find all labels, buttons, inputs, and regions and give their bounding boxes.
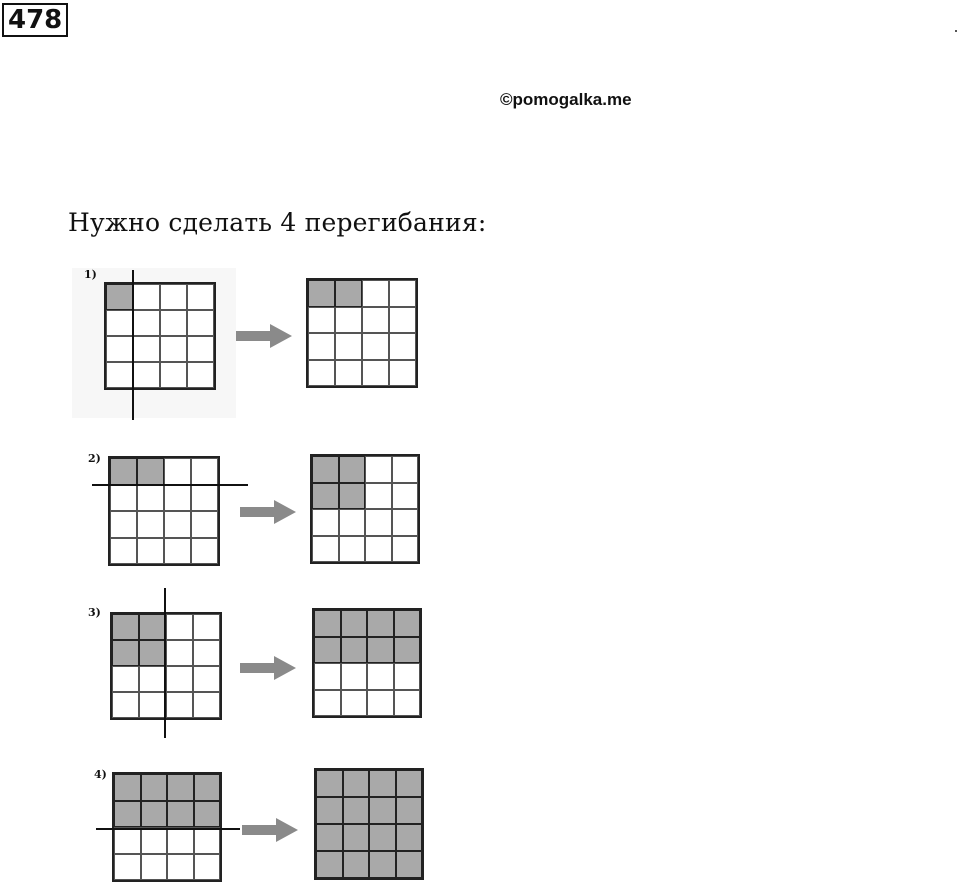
grid-cell-shaded [141,774,168,801]
grid-cell [365,536,392,563]
right-arrow-icon [240,656,296,680]
grid-cell-shaded [369,770,396,797]
grid-cell [392,456,419,483]
right-arrow-icon [240,500,296,524]
grid-cell [114,854,141,881]
grid-cell [392,509,419,536]
grid-cell [362,360,389,387]
grid-cell-shaded [194,801,221,828]
grid-cell-shaded [369,797,396,824]
grid-cell [187,310,214,336]
grid-cell-shaded [314,610,341,637]
grid-before-fold [110,612,222,720]
grid-cell [191,511,218,538]
step-label: 2) [88,452,101,465]
grid-cell [187,362,214,388]
grid-cell-shaded [139,640,166,666]
grid-cell [133,362,160,388]
grid-cell [339,509,366,536]
grid-cell [167,854,194,881]
grid-cell-shaded [343,770,370,797]
grid-cell [194,827,221,854]
grid-cell [193,640,220,666]
grid-cell [133,284,160,310]
grid-cell [389,360,416,387]
grid-cell-shaded [106,284,133,310]
grid-cell [365,483,392,510]
grid-cell-shaded [110,458,137,485]
grid-cell [166,640,193,666]
grid-cell [137,485,164,512]
fold-line-vertical [132,270,134,420]
grid-cell [164,511,191,538]
grid-cell-shaded [367,610,394,637]
grid-before-fold [104,282,216,390]
grid-cell [137,538,164,565]
grid-cell [335,333,362,360]
grid-cell-shaded [112,614,139,640]
grid-cell-shaded [335,280,362,307]
grid-cell [139,666,166,692]
grid-cell [166,666,193,692]
grid-cell [312,536,339,563]
grid-cell [314,663,341,690]
grid-cell [339,536,366,563]
grid-cell [362,280,389,307]
step-label: 4) [94,768,107,781]
grid-before-fold [112,772,222,882]
grid-cell-shaded [308,280,335,307]
grid-cell [394,690,421,717]
grid-cell [365,456,392,483]
grid-cell [365,509,392,536]
grid-cell [362,333,389,360]
grid-cell-shaded [316,824,343,851]
grid-cell-shaded [312,483,339,510]
grid-cell-shaded [314,637,341,664]
grid-cell [389,307,416,334]
grid-cell [389,333,416,360]
grid-cell [367,690,394,717]
grid-cell [110,511,137,538]
grid-cell [137,511,164,538]
grid-cell-shaded [139,614,166,640]
grid-cell [335,307,362,334]
grid-cell-shaded [141,801,168,828]
grid-cell-shaded [339,456,366,483]
grid-cell [166,614,193,640]
grid-cell-shaded [396,824,423,851]
right-arrow-icon [242,818,298,842]
grid-cell-shaded [367,637,394,664]
grid-cell [187,284,214,310]
fold-line-horizontal [92,484,248,486]
grid-after-fold [310,454,420,564]
grid-cell [141,854,168,881]
grid-after-fold [312,608,422,718]
grid-cell-shaded [316,770,343,797]
grid-cell [112,692,139,718]
grid-cell [133,310,160,336]
grid-cell [193,666,220,692]
grid-cell [389,280,416,307]
grid-cell [139,692,166,718]
grid-cell [392,536,419,563]
grid-cell [160,284,187,310]
grid-cell [141,827,168,854]
grid-cell [160,310,187,336]
grid-cell-shaded [396,851,423,878]
grid-cell [394,663,421,690]
grid-cell [392,483,419,510]
grid-cell [110,538,137,565]
grid-cell-shaded [369,824,396,851]
grid-cell [164,538,191,565]
grid-cell [193,614,220,640]
watermark: ©pomogalka.me [500,90,632,109]
task-number: 478 [2,3,68,37]
right-arrow-icon [236,324,292,348]
grid-cell [164,458,191,485]
grid-cell-shaded [312,456,339,483]
grid-cell [314,690,341,717]
grid-after-fold [314,768,424,880]
grid-cell [191,485,218,512]
intro-text: Нужно сделать 4 перегибания: [68,208,487,237]
grid-cell-shaded [394,637,421,664]
grid-cell-shaded [396,770,423,797]
grid-cell-shaded [369,851,396,878]
step-label: 3) [88,606,101,619]
grid-cell-shaded [343,851,370,878]
grid-cell [187,336,214,362]
grid-cell [367,663,394,690]
grid-cell-shaded [343,824,370,851]
grid-cell-shaded [114,774,141,801]
grid-cell [191,458,218,485]
grid-cell [164,485,191,512]
grid-cell-shaded [137,458,164,485]
grid-cell [133,336,160,362]
grid-cell-shaded [341,637,368,664]
stray-dot [955,30,957,32]
step-label: 1) [84,268,97,281]
grid-cell [114,827,141,854]
grid-cell-shaded [316,851,343,878]
fold-line-horizontal [96,828,240,830]
grid-cell [106,310,133,336]
grid-cell [308,307,335,334]
grid-cell-shaded [167,801,194,828]
grid-cell-shaded [343,797,370,824]
grid-cell [193,692,220,718]
grid-cell [308,360,335,387]
grid-cell-shaded [394,610,421,637]
grid-after-fold [306,278,418,388]
grid-cell [312,509,339,536]
grid-cell-shaded [341,610,368,637]
grid-cell [106,336,133,362]
grid-cell [308,333,335,360]
grid-cell [110,485,137,512]
grid-cell-shaded [194,774,221,801]
grid-cell [362,307,389,334]
grid-cell [106,362,133,388]
grid-cell [341,663,368,690]
grid-cell [167,827,194,854]
grid-cell-shaded [112,640,139,666]
grid-cell [160,336,187,362]
grid-cell [166,692,193,718]
grid-cell [335,360,362,387]
grid-cell-shaded [339,483,366,510]
grid-cell [341,690,368,717]
grid-cell-shaded [396,797,423,824]
grid-before-fold [108,456,220,566]
grid-cell [194,854,221,881]
grid-cell-shaded [167,774,194,801]
fold-line-vertical [164,588,166,738]
grid-cell-shaded [114,801,141,828]
grid-cell [160,362,187,388]
grid-cell-shaded [316,797,343,824]
grid-cell [112,666,139,692]
grid-cell [191,538,218,565]
